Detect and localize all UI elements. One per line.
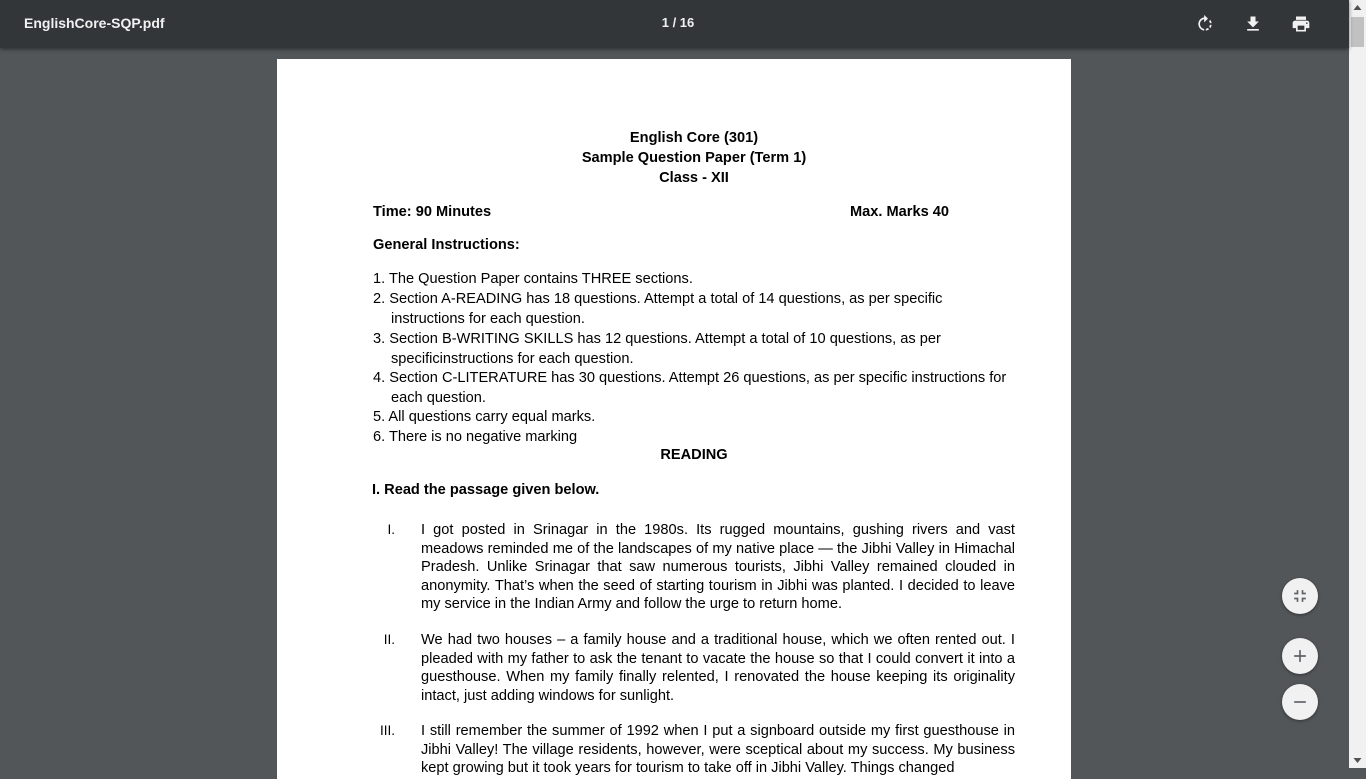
passage-paragraph: We had two houses – a family house and a traditional house, which we often rented out. I pleaded with my father to ask the tenant to vacate the house so that I could convert it into a guesthouse. When my family finally relented, I renovated the house keeping its originality intact, just adding windows for sunlight.: [421, 632, 1015, 704]
fit-page-button[interactable]: [1282, 578, 1318, 614]
instruction-line: 6. There is no negative marking: [373, 429, 578, 445]
vertical-scrollbar[interactable]: [1349, 0, 1366, 768]
arrow-up-icon: [1349, 0, 1366, 17]
scroll-up-button[interactable]: [1349, 0, 1366, 17]
download-icon: [1243, 14, 1263, 34]
pdf-page: [277, 59, 1071, 779]
doc-class: Class - XII: [659, 170, 729, 186]
print-button[interactable]: [1289, 12, 1313, 36]
instruction-line: specificinstructions for each question.: [391, 351, 634, 367]
paragraph-numeral: II.: [383, 632, 395, 647]
paragraph-numeral: III.: [379, 723, 395, 738]
scrollbar-thumb[interactable]: [1351, 17, 1364, 47]
fit-page-icon: [1290, 586, 1310, 606]
instruction-line: 2. Section A-READING has 18 questions. Attempt a total of 14 questions, as per specific: [373, 291, 943, 307]
scroll-down-button[interactable]: [1349, 751, 1366, 768]
instruction-line: 1. The Question Paper contains THREE sections.: [373, 271, 693, 287]
doc-title: English Core (301): [629, 130, 759, 146]
file-name: EnglishCore-SQP.pdf: [24, 15, 165, 31]
zoom-out-icon: [1290, 692, 1310, 712]
print-icon: [1291, 14, 1311, 34]
question-heading: I. Read the passage given below.: [372, 482, 600, 498]
zoom-out-button[interactable]: [1282, 684, 1318, 720]
instruction-line: 5. All questions carry equal marks.: [373, 409, 596, 425]
rotate-icon: [1195, 14, 1215, 34]
instruction-line: 3. Section B-WRITING SKILLS has 12 questions. Attempt a total of 10 questions, as per: [373, 331, 941, 347]
page-indicator[interactable]: 1 / 16: [661, 15, 695, 30]
zoom-in-icon: [1290, 646, 1310, 666]
paragraph-numeral: I.: [387, 522, 395, 537]
rotate-button[interactable]: [1193, 12, 1217, 36]
passage-paragraph: I got posted in Srinagar in the 1980s. Its rugged mountains, gushing rivers and vast meadows reminded me of the landscapes of my native place — the Jibhi Valley in Himachal Pradesh. Unlike Srinagar that saw numerous tourists, Jibhi Valley remained clouded in anonymity. That’s when the seed of starting tourism in Jibhi was planted. I decided to leave my service in the Indian Army and follow the urge to return home.: [421, 522, 1015, 612]
doc-subtitle: Sample Question Paper (Term 1): [581, 150, 807, 166]
time-label: Time: 90 Minutes: [373, 204, 492, 220]
pdf-toolbar: [0, 0, 1349, 48]
general-instructions-heading: General Instructions:: [373, 237, 520, 253]
arrow-down-icon: [1349, 751, 1366, 768]
download-button[interactable]: [1241, 12, 1265, 36]
zoom-in-button[interactable]: [1282, 638, 1318, 674]
instruction-line: each question.: [391, 390, 486, 406]
instruction-line: 4. Section C-LITERATURE has 30 questions. Attempt 26 questions, as per specific instructions for: [373, 370, 1007, 386]
passage-paragraph: I still remember the summer of 1992 when I put a signboard outside my first guesthouse in Jibhi Valley! The village residents, however, were sceptical about my success. My business kept growing but it took years for tourism to take off in Jibhi Valley. Things changed: [421, 723, 1015, 776]
instruction-line: instructions for each question.: [391, 311, 585, 327]
section-heading: READING: [660, 447, 728, 463]
max-marks-label: Max. Marks 40: [850, 204, 949, 220]
